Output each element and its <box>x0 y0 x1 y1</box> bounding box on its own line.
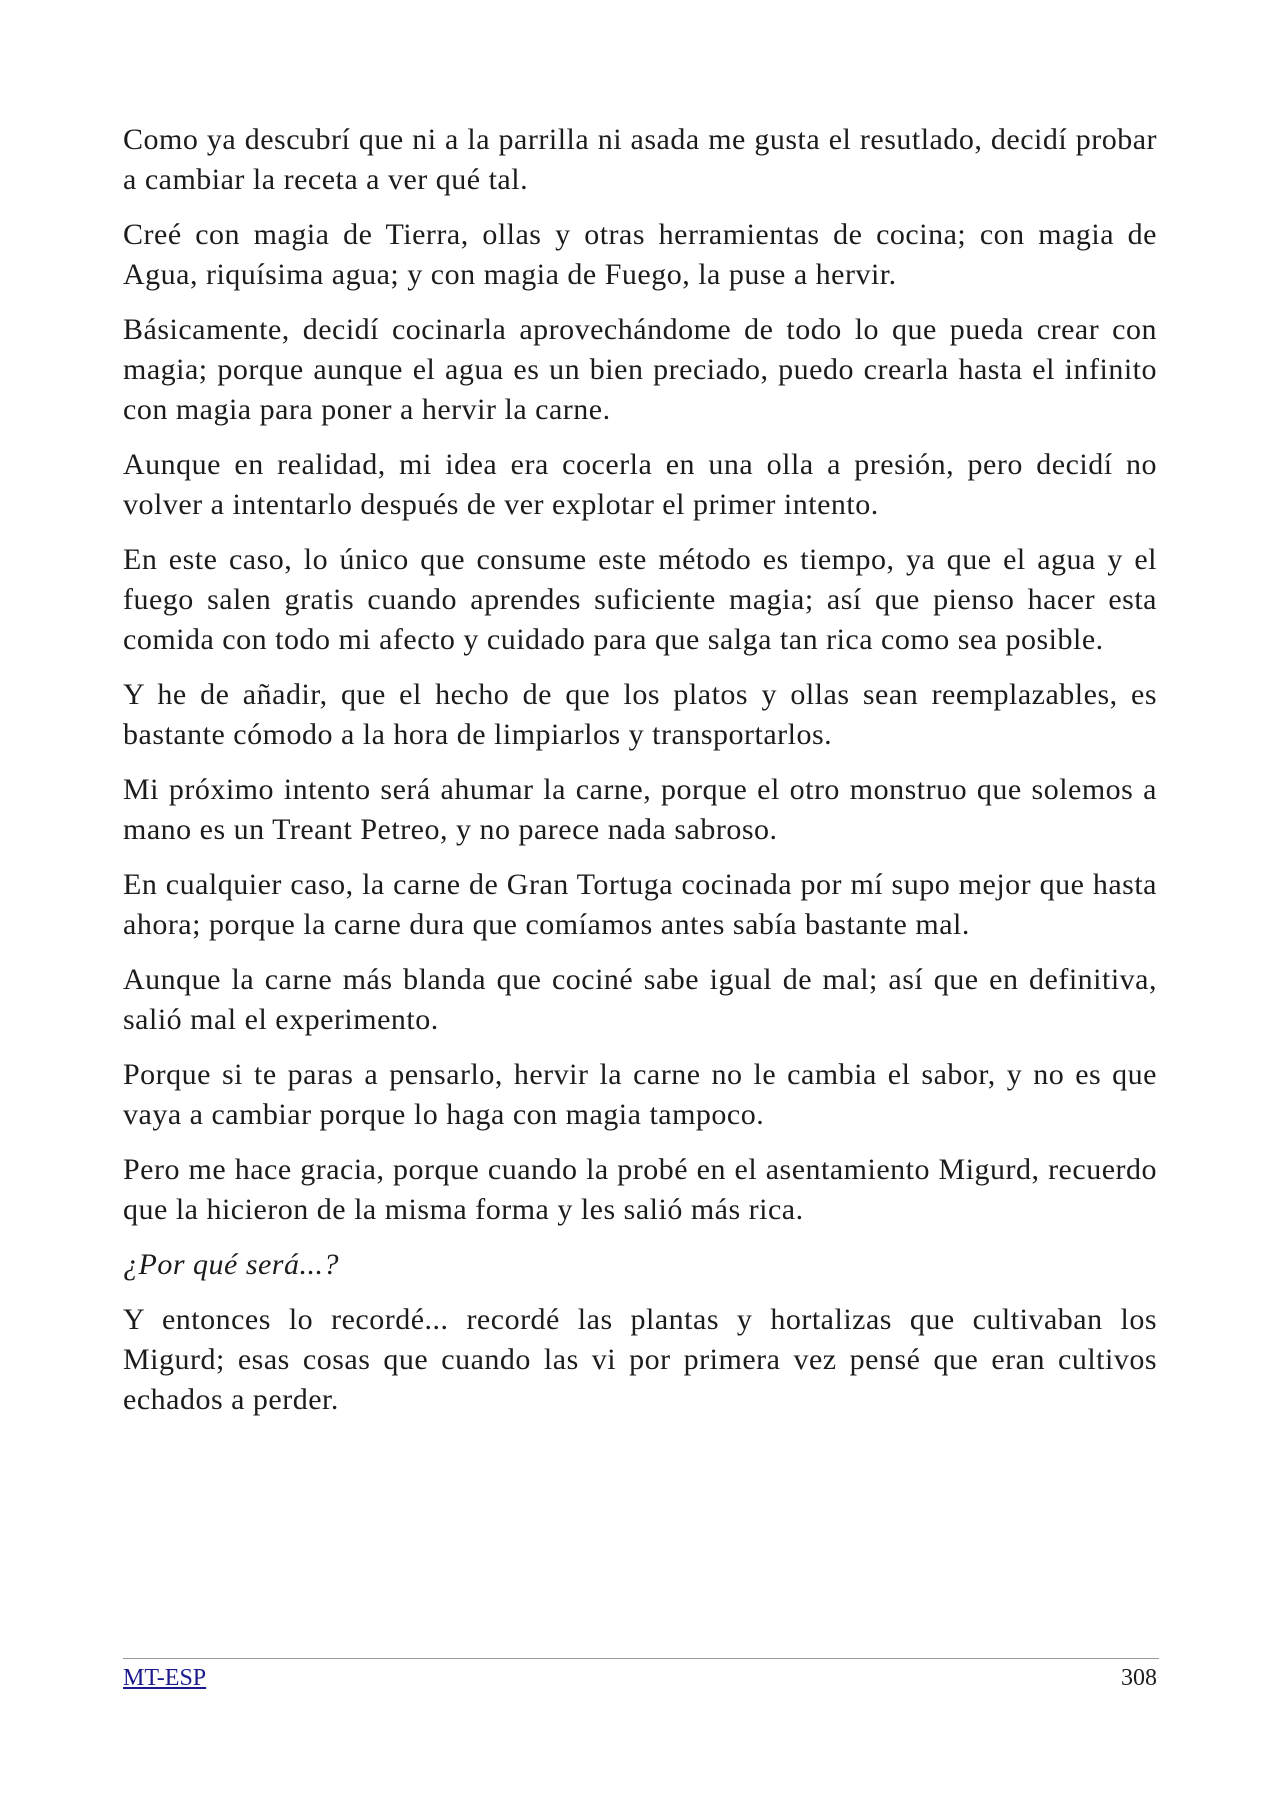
paragraph-13: Y entonces lo recordé... recordé las plantas y hortalizas que cultivaban los Migurd; esas cosas que cuando las vi por primera vez pensé que eran cultivos echados a perder. <box>123 1303 1157 1416</box>
paragraph-3: Básicamente, decidí cocinarla aprovechándome de todo lo que pueda crear con magia; porque aunque el agua es un bien preciado, puedo crearla hasta el infinito con magia para poner a hervir la carne. <box>123 313 1157 426</box>
paragraph-7: Mi próximo intento será ahumar la carne, porque el otro monstruo que solemos a mano es un Treant Petreo, y no parece nada sabroso. <box>123 773 1157 846</box>
footer-site-link[interactable]: MT-ESP <box>123 1665 207 1691</box>
paragraph-11: Pero me hace gracia, porque cuando la probé en el asentamiento Migurd, recuerdo que la hicieron de la misma forma y les salió más rica. <box>123 1153 1157 1226</box>
paragraph-10: Porque si te paras a pensarlo, hervir la carne no le cambia el sabor, y no es que vaya a cambiar porque lo haga con magia tampoco. <box>123 1058 1157 1131</box>
page-body <box>123 120 1157 1435</box>
page-footer <box>123 1658 1159 1693</box>
paragraph-8: En cualquier caso, la carne de Gran Tortuga cocinada por mí supo mejor que hasta ahora; porque la carne dura que comíamos antes sabía bastante mal. <box>123 868 1157 941</box>
page-number: 308 <box>1121 1665 1157 1691</box>
paragraph-9: Aunque la carne más blanda que cociné sabe igual de mal; así que en definitiva, salió mal el experimento. <box>123 963 1157 1036</box>
paragraph-1: Como ya descubrí que ni a la parrilla ni asada me gusta el resutlado, decidí probar a cambiar la receta a ver qué tal. <box>123 123 1157 196</box>
paragraph-2: Creé con magia de Tierra, ollas y otras herramientas de cocina; con magia de Agua, riquísima agua; y con magia de Fuego, la puse a hervir. <box>123 218 1157 291</box>
paragraph-5: En este caso, lo único que consume este método es tiempo, ya que el agua y el fuego salen gratis cuando aprendes suficiente magia; así que pienso hacer esta comida con todo mi afecto y cuidado para que salga tan rica como sea posible. <box>123 543 1157 656</box>
paragraph-12-italic-thought: ¿Por qué será...? <box>123 1248 339 1281</box>
paragraph-4: Aunque en realidad, mi idea era cocerla en una olla a presión, pero decidí no volver a intentarlo después de ver explotar el primer intento. <box>123 448 1157 521</box>
paragraph-6: Y he de añadir, que el hecho de que los platos y ollas sean reemplazables, es bastante cómodo a la hora de limpiarlos y transportarlos. <box>123 678 1157 751</box>
